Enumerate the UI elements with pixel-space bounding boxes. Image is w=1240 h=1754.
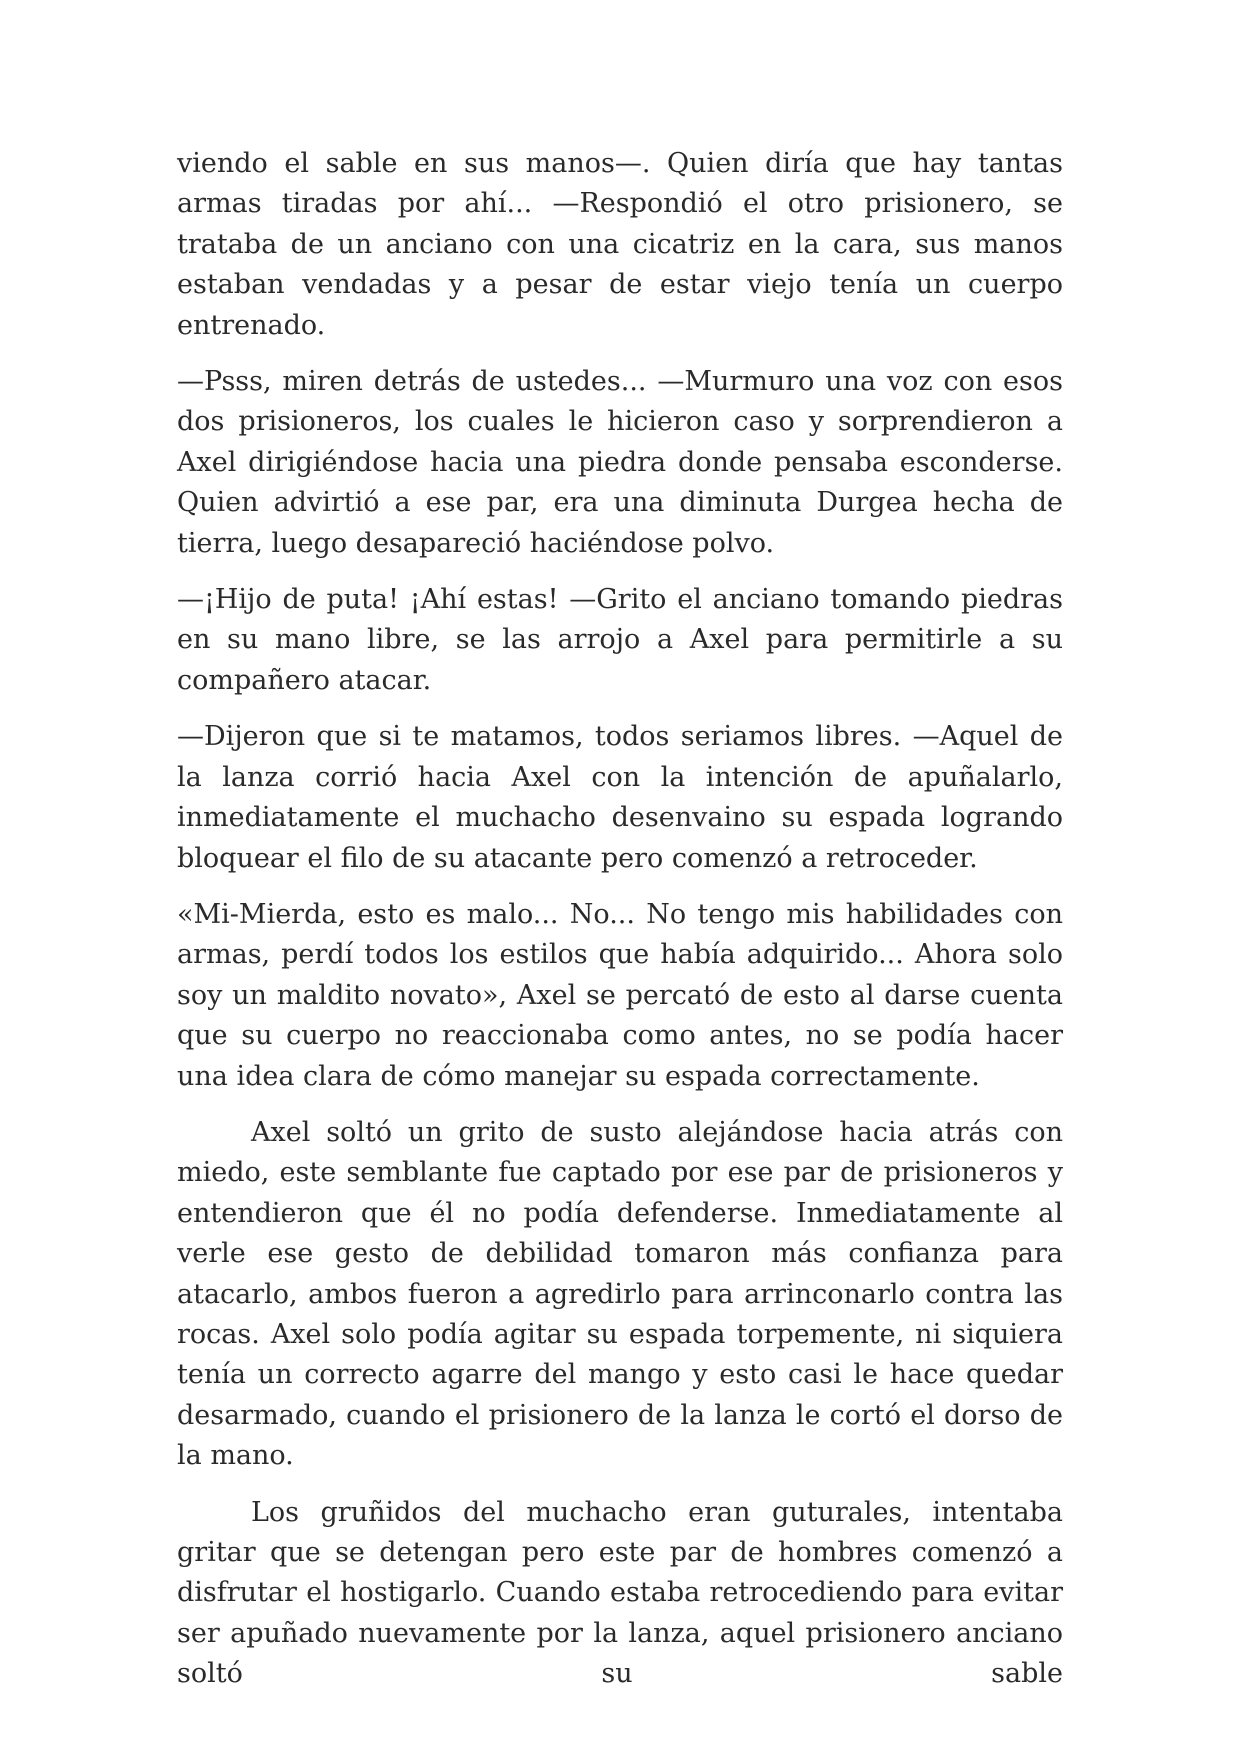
body-text	[177, 144, 1063, 1711]
paragraph: Axel soltó un grito de susto alejándose hacia atrás con miedo, este semblante fue captado por ese par de prisioneros y entendieron que él no podía defenderse. Inmediatamente al verle ese gesto de debilidad tomaron más confianza para atacarlo, ambos fueron a agredirlo para arrinconarlo contra las rocas. Axel solo podía agitar su espada torpemente, ni siquiera tenía un correcto agarre del mango y esto casi le hace quedar desarmado, cuando el prisionero de la lanza le cortó el dorso de la mano.	[177, 1116, 1063, 1472]
paragraph: —Dijeron que si te matamos, todos seriamos libres. —Aquel de la lanza corrió hacia Axel con la intención de apuñalarlo, inmediatamente el muchacho desenvaino su espada logrando bloquear el filo de su atacante pero comenzó a retroceder.	[177, 721, 1063, 874]
paragraph: «Mi-Mierda, esto es malo... No... No tengo mis habilidades con armas, perdí todos los estilos que había adquirido... Ahora solo soy un maldito novato», Axel se percató de esto al darse cuenta que su cuerpo no reaccionaba como antes, no se podía hacer una idea clara de cómo manejar su espada correctamente.	[177, 898, 1063, 1092]
paragraph: viendo el sable en sus manos—. Quien diría que hay tantas armas tiradas por ahí... —Respondió el otro prisionero, se trataba de un anciano con una cicatriz en la cara, sus manos estaban vendadas y a pesar de estar viejo tenía un cuerpo entrenado.	[177, 148, 1063, 341]
paragraph: —¡Hijo de puta! ¡Ahí estas! —Grito el anciano tomando piedras en su mano libre, se las arrojo a Axel para permitirle a su compañero atacar.	[177, 584, 1063, 696]
paragraph: —Psss, miren detrás de ustedes... —Murmuro una voz con esos dos prisioneros, los cuales le hicieron caso y sorprendieron a Axel dirigiéndose hacia una piedra donde pensaba esconderse. Quien advirtió a ese par, era una diminuta Durgea hecha de tierra, luego desapareció haciéndose polvo.	[177, 366, 1063, 559]
paragraph: Los gruñidos del muchacho eran guturales, intentaba gritar que se detengan pero este par de hombres comenzó a disfrutar el hostigarlo. Cuando estaba retrocediendo para evitar ser apuñado nuevamente por la lanza, aquel prisionero anciano soltó su sable	[177, 1496, 1063, 1690]
